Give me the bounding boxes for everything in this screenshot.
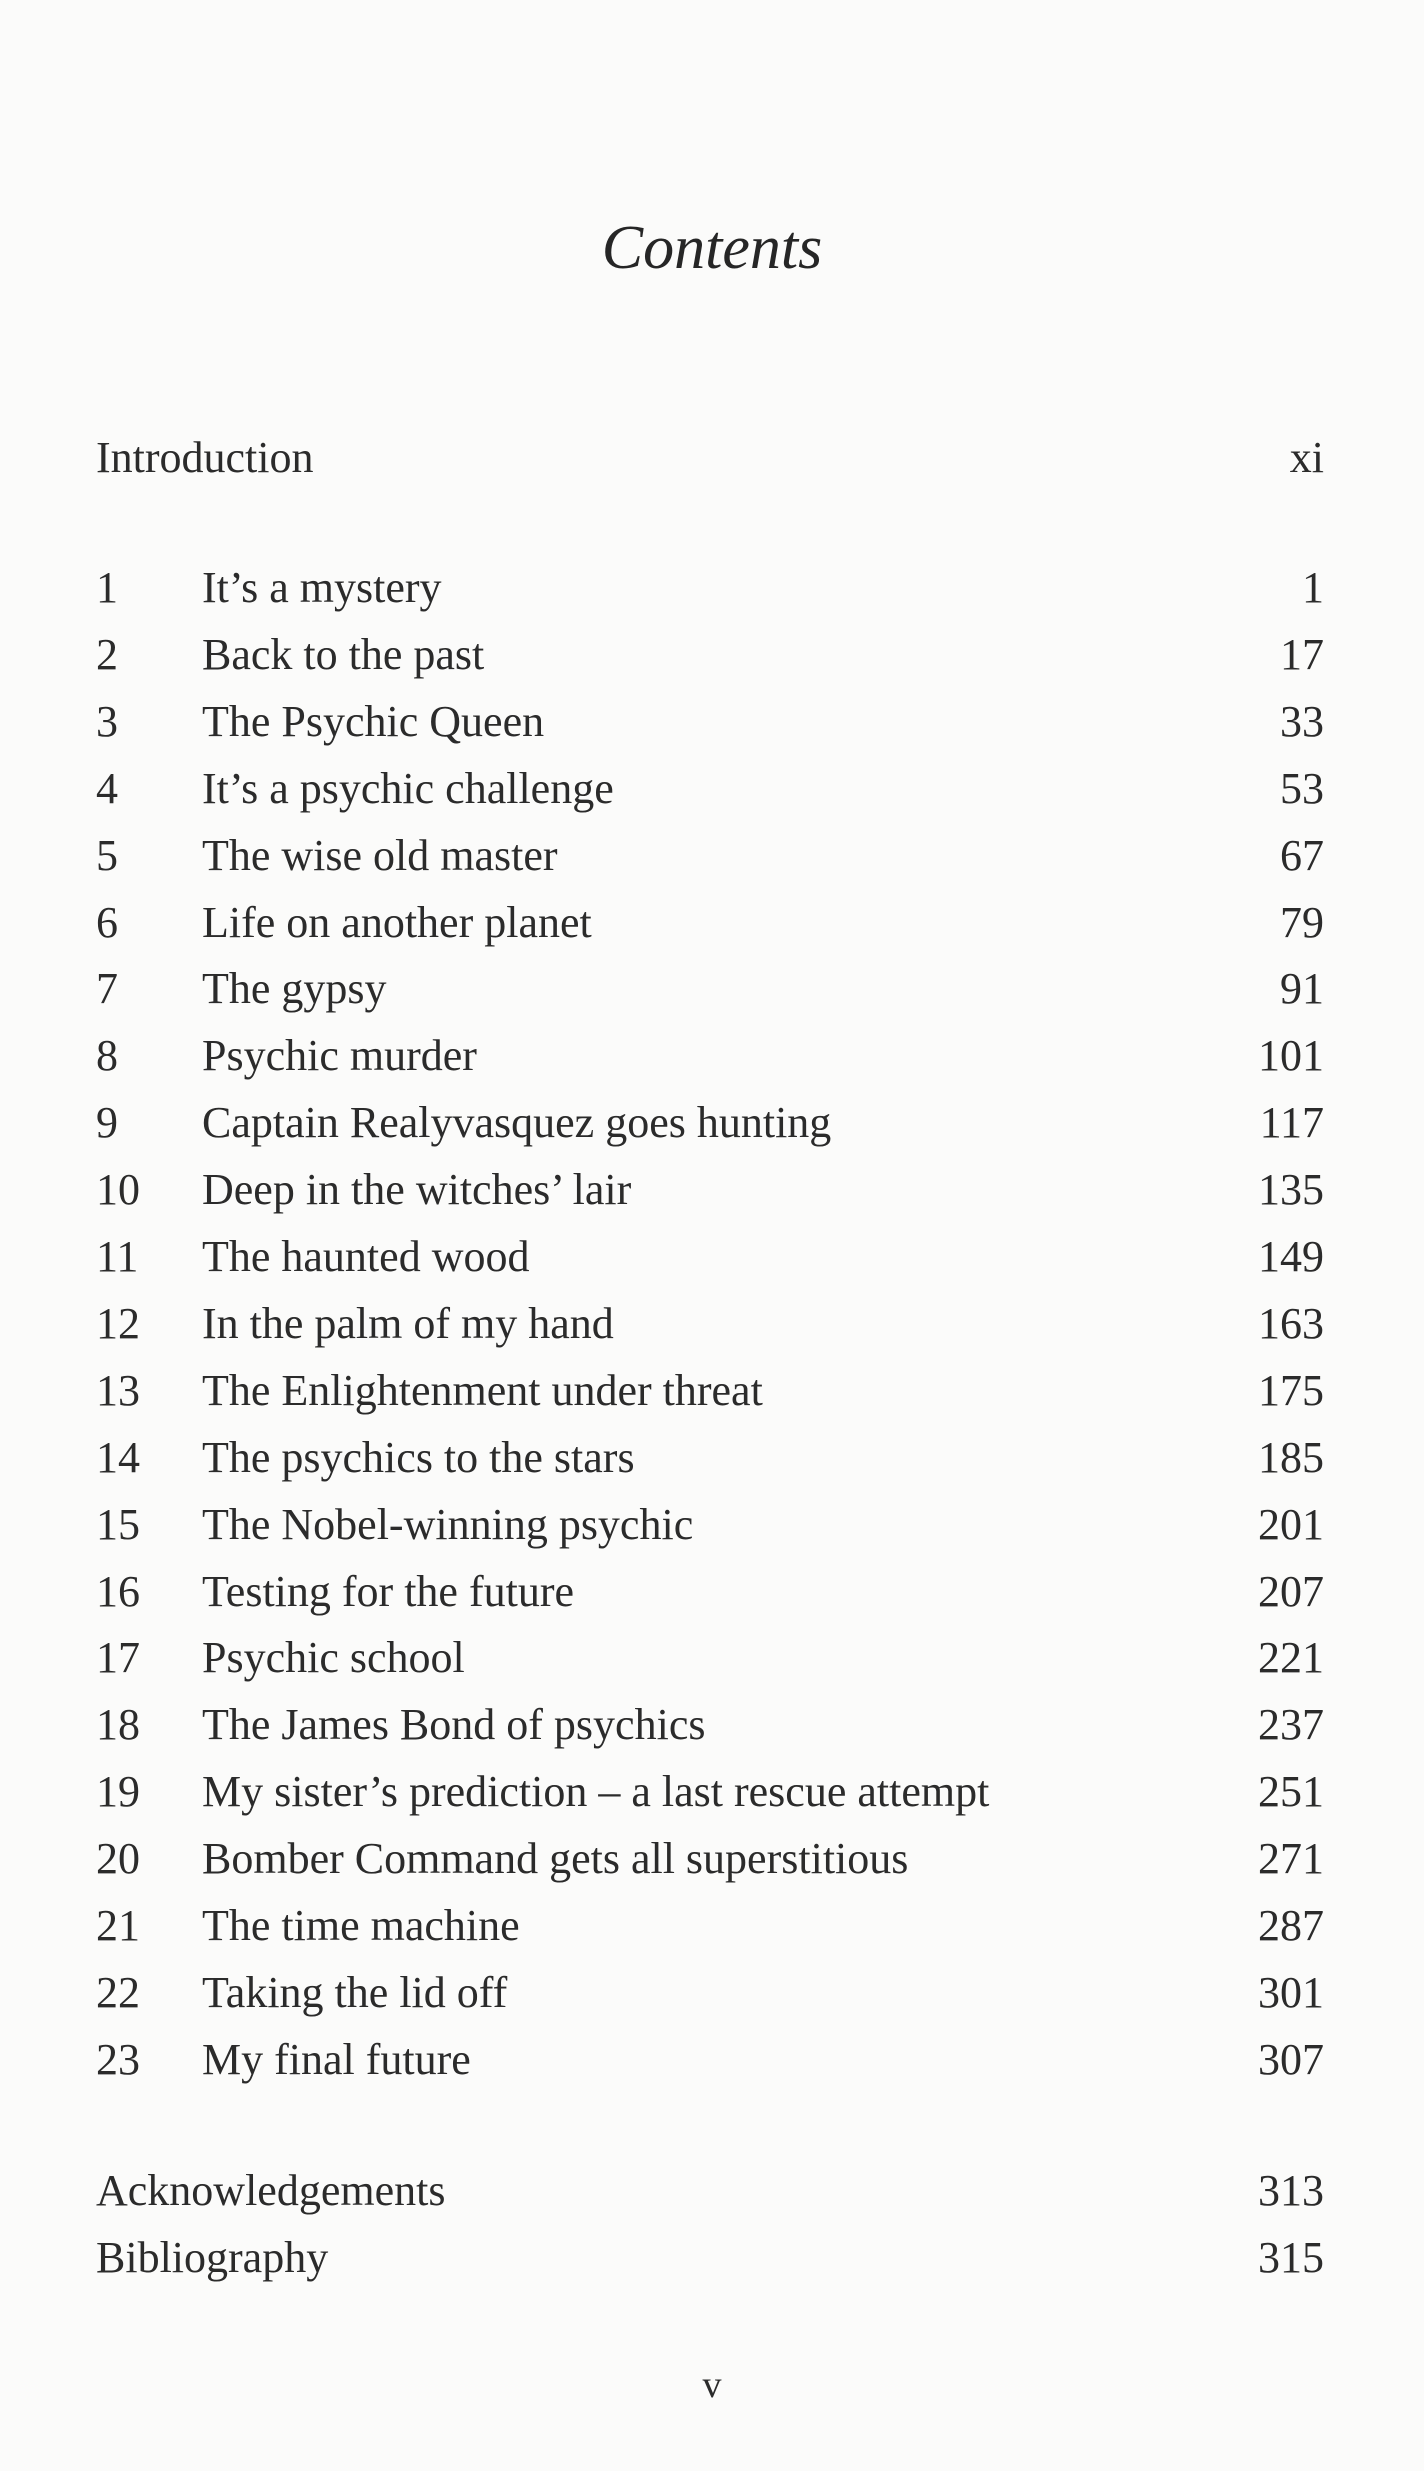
- chapter-page: 117: [1259, 1098, 1324, 1147]
- entry-page: 313: [1258, 2166, 1324, 2215]
- chapter-page: 201: [1258, 1500, 1324, 1549]
- chapter-number: 22: [96, 1968, 140, 2017]
- chapter-row: [0, 1023, 1424, 1089]
- chapter-number: 6: [96, 898, 118, 947]
- back-matter-entry: [0, 2158, 1424, 2224]
- chapter-page: 185: [1258, 1433, 1324, 1482]
- chapter-page: 251: [1258, 1767, 1324, 1816]
- chapter-title: The haunted wood: [202, 1232, 530, 1281]
- chapter-number: 3: [96, 697, 118, 746]
- chapter-title: The psychics to the stars: [202, 1433, 635, 1482]
- entry-page: 315: [1258, 2233, 1324, 2282]
- chapter-row: [0, 2027, 1424, 2093]
- chapter-number: 11: [96, 1232, 139, 1281]
- chapter-row: [0, 1492, 1424, 1558]
- chapter-number: 13: [96, 1366, 140, 1415]
- chapter-title: The time machine: [202, 1901, 520, 1950]
- chapter-page: 79: [1280, 898, 1324, 947]
- chapter-row: [0, 622, 1424, 688]
- chapter-number: 1: [96, 563, 118, 612]
- back-matter-entry: [0, 2225, 1424, 2291]
- chapter-number: 21: [96, 1901, 140, 1950]
- chapter-page: 91: [1280, 964, 1324, 1013]
- chapter-page: 301: [1258, 1968, 1324, 2017]
- entry-label: Introduction: [96, 433, 314, 482]
- chapter-page: 175: [1258, 1366, 1324, 1415]
- chapter-row: [0, 1090, 1424, 1156]
- chapter-number: 17: [96, 1633, 140, 1682]
- chapter-row: [0, 1826, 1424, 1892]
- entry-page: xi: [1289, 433, 1324, 482]
- chapter-number: 19: [96, 1767, 140, 1816]
- chapter-number: 18: [96, 1700, 140, 1749]
- chapter-title: Testing for the future: [202, 1567, 575, 1616]
- chapter-row: [0, 823, 1424, 889]
- chapter-row: [0, 1759, 1424, 1825]
- chapter-title: The James Bond of psychics: [202, 1700, 706, 1749]
- chapter-page: 1: [1302, 563, 1324, 612]
- chapter-title: Life on another planet: [202, 898, 592, 947]
- chapter-row: [0, 1425, 1424, 1491]
- chapter-row: [0, 890, 1424, 956]
- chapter-row: [0, 1157, 1424, 1223]
- chapter-title: Psychic murder: [202, 1031, 477, 1080]
- chapter-page: 53: [1280, 764, 1324, 813]
- chapter-title: Captain Realyvasquez goes hunting: [202, 1098, 832, 1147]
- chapter-title: My final future: [202, 2035, 471, 2084]
- chapter-page: 101: [1258, 1031, 1324, 1080]
- chapter-number: 7: [96, 964, 118, 1013]
- chapter-number: 15: [96, 1500, 140, 1549]
- chapter-row: [0, 1692, 1424, 1758]
- chapter-row: [0, 555, 1424, 621]
- chapter-title: The wise old master: [202, 831, 558, 880]
- chapter-number: 20: [96, 1834, 140, 1883]
- chapter-title: Taking the lid off: [202, 1968, 508, 2017]
- chapter-number: 14: [96, 1433, 140, 1482]
- chapter-number: 9: [96, 1098, 118, 1147]
- chapter-row: [0, 1291, 1424, 1357]
- chapter-title: Bomber Command gets all superstitious: [202, 1834, 909, 1883]
- chapter-number: 8: [96, 1031, 118, 1080]
- chapter-row: [0, 756, 1424, 822]
- chapter-title: Deep in the witches’ lair: [202, 1165, 632, 1214]
- chapter-page: 207: [1258, 1567, 1324, 1616]
- chapter-row: [0, 1358, 1424, 1424]
- chapter-number: 12: [96, 1299, 140, 1348]
- entry-label: Bibliography: [96, 2233, 329, 2282]
- chapter-row: [0, 1893, 1424, 1959]
- page-number: v: [702, 2364, 722, 2406]
- chapter-title: In the palm of my hand: [202, 1299, 614, 1348]
- chapter-page: 307: [1258, 2035, 1324, 2084]
- chapter-number: 4: [96, 764, 118, 813]
- chapter-page: 287: [1258, 1901, 1324, 1950]
- page-title: Contents: [601, 214, 823, 282]
- chapter-title: It’s a psychic challenge: [202, 764, 614, 813]
- chapter-page: 67: [1280, 831, 1324, 880]
- chapter-title: The Psychic Queen: [202, 697, 545, 746]
- chapter-number: 5: [96, 831, 118, 880]
- chapter-number: 2: [96, 630, 118, 679]
- chapter-row: [0, 689, 1424, 755]
- chapter-page: 17: [1280, 630, 1324, 679]
- chapter-row: [0, 1625, 1424, 1691]
- chapter-row: [0, 956, 1424, 1022]
- chapter-page: 163: [1258, 1299, 1324, 1348]
- chapter-row: [0, 1960, 1424, 2026]
- chapter-row: [0, 1224, 1424, 1290]
- chapter-title: The gypsy: [202, 964, 387, 1013]
- chapter-page: 221: [1258, 1633, 1324, 1682]
- chapter-row: [0, 1559, 1424, 1625]
- entry-label: Acknowledgements: [96, 2166, 446, 2215]
- chapter-page: 271: [1258, 1834, 1324, 1883]
- chapter-page: 149: [1258, 1232, 1324, 1281]
- toc-entry-introduction: [0, 425, 1424, 491]
- chapter-title: The Nobel-winning psychic: [202, 1500, 694, 1549]
- chapter-title: Back to the past: [202, 630, 485, 679]
- chapter-page: 33: [1280, 697, 1324, 746]
- chapter-page: 135: [1258, 1165, 1324, 1214]
- chapter-title: Psychic school: [202, 1633, 465, 1682]
- chapter-title: My sister’s prediction – a last rescue attempt: [202, 1767, 990, 1816]
- chapter-number: 23: [96, 2035, 140, 2084]
- chapter-page: 237: [1258, 1700, 1324, 1749]
- chapter-number: 10: [96, 1165, 140, 1214]
- chapter-title: It’s a mystery: [202, 563, 442, 612]
- chapter-title: The Enlightenment under threat: [202, 1366, 763, 1415]
- chapter-number: 16: [96, 1567, 140, 1616]
